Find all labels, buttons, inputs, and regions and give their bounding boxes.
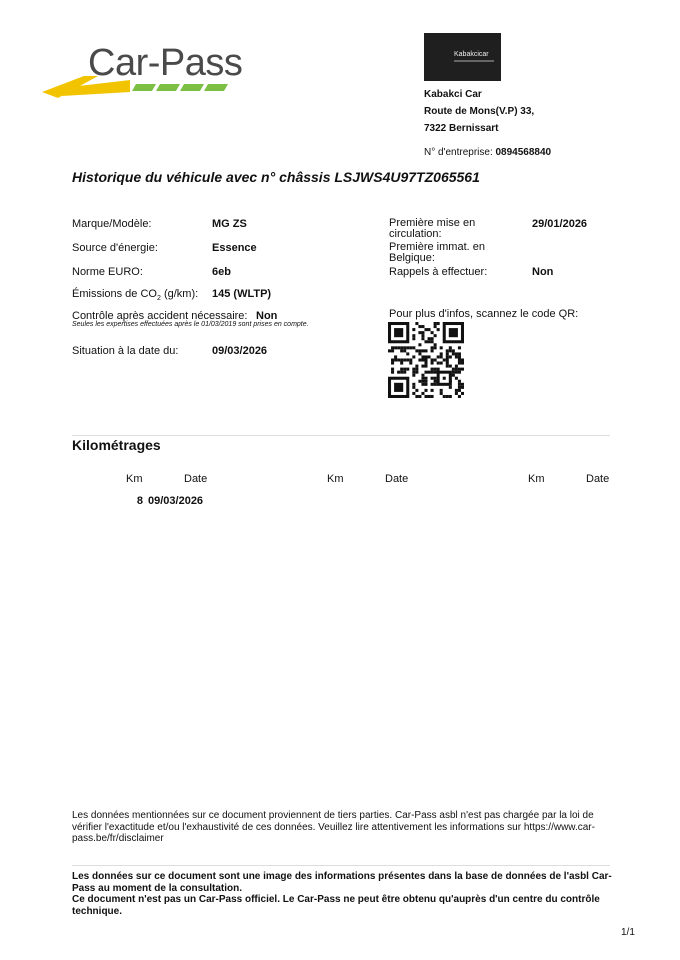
- mileage-title: Kilométrages: [72, 437, 161, 453]
- euro-value: 6eb: [212, 266, 231, 278]
- qr-label: Pour plus d'infos, scannez le code QR:: [389, 308, 579, 320]
- footer-divider: [72, 865, 610, 866]
- col-km-2: Km: [327, 473, 344, 485]
- enterprise-number: [424, 147, 551, 158]
- col-km-1: Km: [126, 473, 143, 485]
- first-registration-label: Première immat. en Belgique:: [389, 241, 485, 264]
- dealer-logo-text: Kabakcicar: [454, 51, 489, 58]
- col-date-1: Date: [184, 473, 208, 485]
- col-date-3: Date: [586, 473, 610, 485]
- dealer-logo: [424, 33, 501, 81]
- divider: [72, 435, 610, 436]
- first-circulation-label: Première mise en circulation:: [389, 217, 476, 240]
- mileage-km-value: 8: [136, 495, 143, 507]
- situation-value: 09/03/2026: [212, 345, 268, 357]
- col-km-3: Km: [528, 473, 545, 485]
- accident-label: Contrôle après accident nécessaire:: [72, 310, 248, 322]
- first-circulation-value: 29/01/2026: [532, 218, 588, 230]
- footer-notice-1: Les données sur ce document sont une image des informations présentes dans la base de données de l'asbl Car-Pass au moment de la consultation.: [72, 871, 612, 894]
- brand-value: MG ZS: [212, 218, 247, 230]
- qr-code-icon: [388, 322, 464, 398]
- euro-label: Norme EURO:: [72, 266, 143, 278]
- dealer-address-2: 7322 Bernissart: [424, 123, 499, 134]
- co2-label: Émissions de $CO_2$ (g/km):: [72, 288, 199, 303]
- page-number: 1/1: [621, 927, 635, 938]
- enterprise-label: N° d'entreprise:: [424, 147, 493, 158]
- brand-label: Marque/Modèle:: [72, 218, 152, 230]
- situation-label: Situation à la date du:: [72, 345, 179, 357]
- dealer-name: Kabakci Car: [424, 89, 482, 100]
- recall-label: Rappels à effectuer:: [389, 266, 488, 278]
- enterprise-value: 0894568840: [495, 147, 552, 158]
- col-date-2: Date: [385, 473, 409, 485]
- energy-value: Essence: [212, 242, 257, 254]
- disclaimer-text: Les données mentionnées sur ce document proviennent de tiers parties. Car-Pass asbl n'est pas chargée par la loi de vérifier l'exactitude et/ou l'exhaustivité de ces données. Veuillez lire attentivement les informations sur https://www.car-pass.be/fr/disclaimer: [72, 810, 595, 844]
- energy-label: Source d'énergie:: [72, 242, 158, 254]
- mileage-date-value: 09/03/2026: [148, 495, 204, 507]
- page-title: Historique du véhicule avec n° châssis LSJWS4U97TZ065561: [72, 169, 480, 185]
- dealer-address-1: Route de Mons(V.P) 33,: [424, 106, 535, 117]
- accident-value: Non: [256, 310, 278, 322]
- co2-value: 145 (WLTP): [212, 288, 272, 300]
- recall-value: Non: [532, 266, 554, 278]
- accident-note: Seules les expertises effectuées après le 01/03/2019 sont prises en compte.: [72, 321, 309, 328]
- logo-text: Car-Pass: [88, 42, 243, 84]
- footer-notice-2: Ce document n'est pas un Car-Pass officiel. Le Car-Pass ne peut être obtenu qu'auprès d'un centre du contrôle technique.: [72, 894, 600, 917]
